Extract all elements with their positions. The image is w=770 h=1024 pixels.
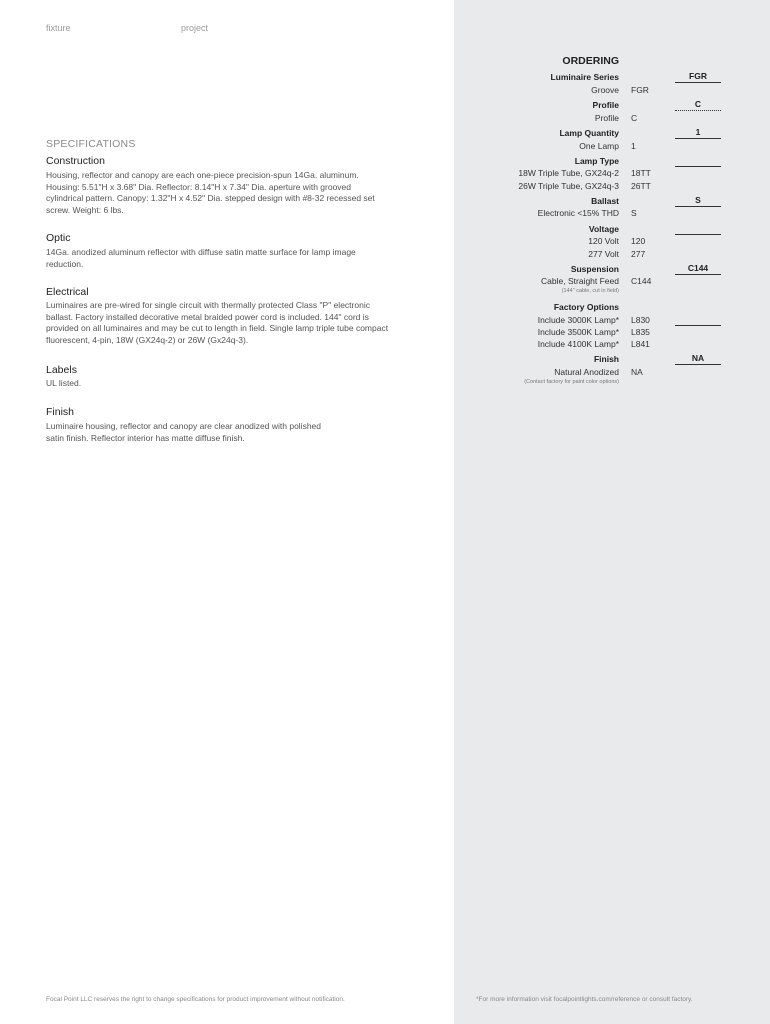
project-label: project	[181, 23, 209, 33]
option-label: Groove	[591, 85, 619, 95]
lamp-type-label: Lamp Type	[574, 156, 619, 166]
profile-selection[interactable]: C	[675, 99, 721, 111]
voltage-label: Voltage	[588, 224, 619, 234]
option-code: NA	[631, 367, 643, 377]
construction-title: Construction	[46, 155, 105, 167]
option-code: C144	[631, 276, 652, 286]
labels-text: UL listed.	[46, 378, 82, 388]
construction-text: Housing, reflector and canopy are each one-piece precision-spun 14Ga. aluminum. Housing: 5.51"H x 3.68" Dia. Reflector: 8.14"H x 7.34" Dia. aperture with grooved cylindrical pattern. Canopy: 1.32"H x 4.52" Dia. stepped design with #8-32 recessed set screw. Weight: 6 lbs.	[46, 170, 375, 215]
option-label: Include 4100K Lamp*	[537, 339, 619, 349]
specifications-heading: SPECIFICATIONS	[46, 138, 136, 150]
finish-label: Finish	[593, 354, 619, 364]
finish-title: Finish	[46, 406, 75, 418]
ordering-title: ORDERING	[562, 55, 619, 67]
lamp-quantity-selection[interactable]: 1	[675, 127, 721, 139]
optic-title: Optic	[46, 232, 71, 244]
labels-title: Labels	[46, 364, 77, 376]
luminaire-series-label: Luminaire Series	[550, 72, 619, 82]
lamp-quantity-label: Lamp Quantity	[559, 128, 619, 138]
option-label: 18W Triple Tube, GX24q-2	[518, 168, 619, 178]
ballast-selection[interactable]: S	[675, 195, 721, 207]
suspension-note: (144" cable, cut in field)	[561, 288, 619, 294]
option-code: FGR	[631, 85, 649, 95]
option-code: 18TT	[631, 168, 651, 178]
suspension-label: Suspension	[570, 264, 619, 274]
option-code: 120	[631, 236, 646, 246]
option-label: Profile	[594, 113, 619, 123]
factory-options-label: Factory Options	[553, 302, 619, 312]
ordering-panel-background	[454, 0, 770, 1024]
option-code: L835	[631, 327, 650, 337]
option-label: Natural Anodized	[554, 367, 619, 377]
finish-selection[interactable]: NA	[675, 353, 721, 365]
electrical-title: Electrical	[46, 286, 89, 298]
option-label: Include 3000K Lamp*	[537, 315, 619, 325]
ballast-label: Ballast	[591, 196, 619, 206]
footer-more-info: *For more information visit focalpointlights.com/reference or consult factory.	[476, 996, 693, 1003]
suspension-selection[interactable]: C144	[675, 263, 721, 275]
footer-disclaimer: Focal Point LLC reserves the right to change specifications for product improvement without notification.	[46, 996, 345, 1003]
factory-options-selection[interactable]	[675, 314, 721, 326]
option-label: 26W Triple Tube, GX24q-3	[518, 181, 619, 191]
option-label: 120 Volt	[588, 236, 619, 246]
profile-label: Profile	[592, 100, 619, 110]
fixture-label: fixture	[46, 23, 71, 33]
finish-note: (Contact factory for paint color options)	[524, 379, 619, 385]
option-code: L830	[631, 315, 650, 325]
voltage-selection[interactable]	[675, 223, 721, 235]
finish-text: Luminaire housing, reflector and canopy are clear anodized with polished satin finish. Reflector interior has matte diffuse finish.	[46, 421, 322, 443]
option-label: Electronic <15% THD	[537, 208, 619, 218]
option-code: 26TT	[631, 181, 651, 191]
option-code: S	[631, 208, 637, 218]
option-code: 277	[631, 249, 646, 259]
luminaire-series-selection[interactable]: FGR	[675, 71, 721, 83]
option-label: One Lamp	[579, 141, 619, 151]
option-code: L841	[631, 339, 650, 349]
option-label: Cable, Straight Feed	[541, 276, 619, 286]
option-code: C	[631, 113, 638, 123]
option-code: 1	[631, 141, 636, 151]
option-label: 277 Volt	[588, 249, 619, 259]
optic-text: 14Ga. anodized aluminum reflector with diffuse satin matte surface for lamp image reduction.	[46, 247, 356, 269]
electrical-text: Luminaires are pre-wired for single circuit with thermally protected Class "P" electronic ballast. Factory installed decorative metal braided power cord is included. 144" cord is provided on all luminaires and may be cut to length in field. Single lamp triple tube compact fluorescent, 4-pin, 18W (GX24q-2) or 26W (Gx24q-3).	[46, 300, 389, 345]
lamp-type-selection[interactable]	[675, 155, 721, 167]
option-label: Include 3500K Lamp*	[537, 327, 619, 337]
